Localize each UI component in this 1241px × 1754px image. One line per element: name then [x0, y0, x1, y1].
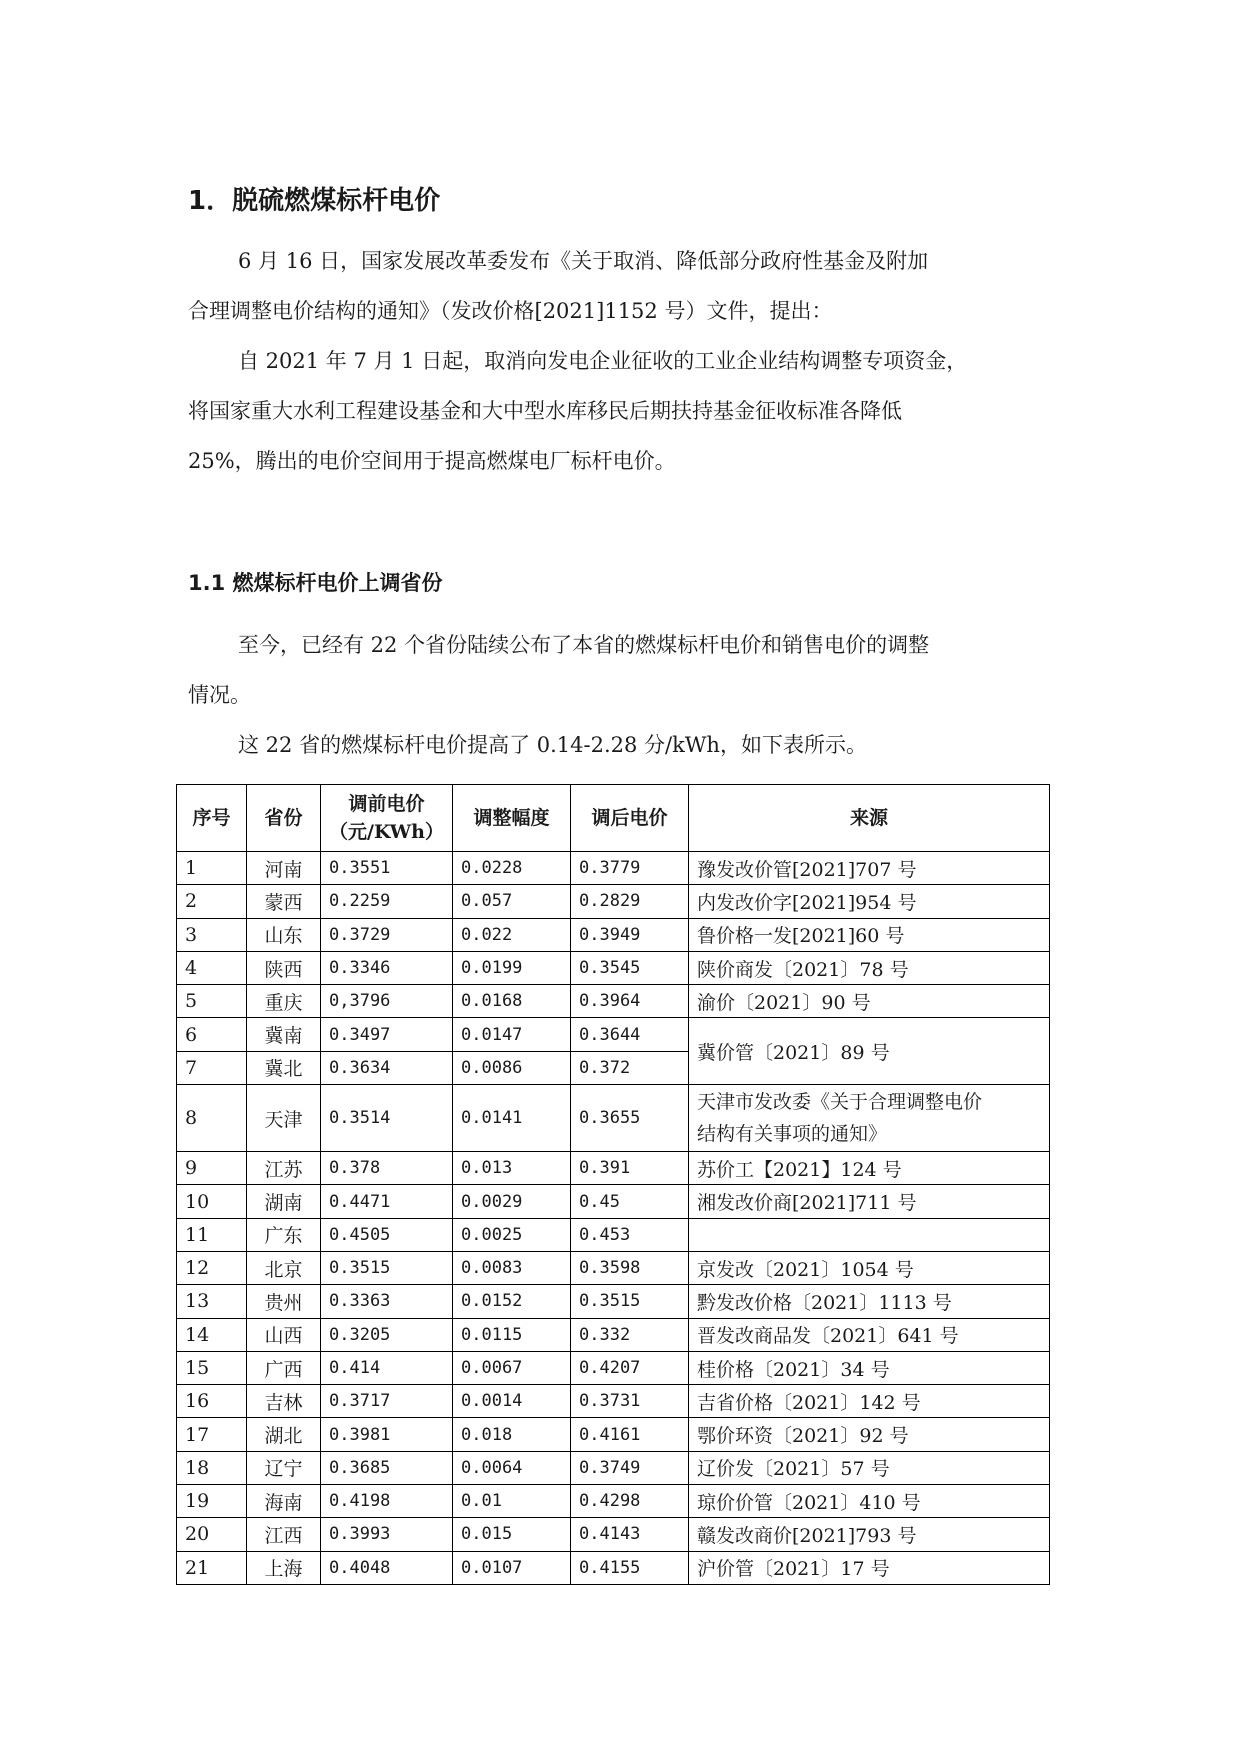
cell-province: 天津 [247, 1085, 321, 1152]
cell-source-merged: 冀价管〔2021〕89 号 [689, 1018, 1050, 1085]
cell-after: 0.3949 [571, 918, 689, 951]
cell-adjustment: 0.057 [453, 885, 571, 918]
cell-source: 鲁价格一发[2021]60 号 [689, 918, 1050, 951]
cell-province: 陕西 [247, 951, 321, 984]
cell-source: 内发改价字[2021]954 号 [689, 885, 1050, 918]
paragraph-line: 这 22 省的燃煤标杆电价提高了 0.14-2.28 分/kWh，如下表所示。 [238, 733, 867, 757]
cell-before: 0.3551 [321, 852, 453, 885]
header-before-price [321, 785, 453, 852]
cell-source: 豫发改价管[2021]707 号 [689, 852, 1050, 885]
header-province: 省份 [247, 785, 321, 852]
cell-after: 0.3964 [571, 985, 689, 1018]
cell-source: 沪价管〔2021〕17 号 [689, 1551, 1050, 1584]
table-row [177, 1351, 1050, 1384]
source-line: 天津市发改委《关于合理调整电价 [697, 1091, 983, 1114]
cell-adjustment: 0.0147 [453, 1018, 571, 1051]
cell-no: 8 [177, 1085, 247, 1152]
cell-no: 3 [177, 918, 247, 951]
cell-no: 4 [177, 951, 247, 984]
cell-after: 0.4298 [571, 1485, 689, 1518]
cell-adjustment: 0.0086 [453, 1051, 571, 1084]
paragraph-line: 合理调整电价结构的通知》（发改价格[2021]1152 号）文件，提出： [188, 299, 833, 323]
cell-before: 0.2259 [321, 885, 453, 918]
cell-before: 0.3634 [321, 1051, 453, 1084]
paragraph-line: 将国家重大水利工程建设基金和大中型水库移民后期扶持基金征收标准各降低 [188, 399, 902, 423]
cell-province: 江西 [247, 1518, 321, 1551]
cell-before: 0,3796 [321, 985, 453, 1018]
cell-adjustment: 0.0228 [453, 852, 571, 885]
cell-after: 0.45 [571, 1185, 689, 1218]
cell-after: 0.3644 [571, 1018, 689, 1051]
cell-after: 0.2829 [571, 885, 689, 918]
subsection-heading: 1.1 燃煤标杆电价上调省份 [188, 571, 443, 595]
cell-source: 苏价工【2021】124 号 [689, 1152, 1050, 1185]
cell-province: 湖北 [247, 1418, 321, 1451]
paragraph-table-intro [188, 720, 1058, 770]
cell-after: 0.4155 [571, 1551, 689, 1584]
source-line: 结构有关事项的通知》 [697, 1123, 888, 1146]
cell-after: 0.332 [571, 1318, 689, 1351]
cell-no: 15 [177, 1351, 247, 1384]
cell-before: 0.3346 [321, 951, 453, 984]
cell-before: 0.3515 [321, 1251, 453, 1284]
cell-after: 0.391 [571, 1152, 689, 1185]
table-row [177, 1185, 1050, 1218]
cell-no: 18 [177, 1451, 247, 1484]
cell-before: 0.3205 [321, 1318, 453, 1351]
cell-province: 重庆 [247, 985, 321, 1018]
cell-source: 陕价商发〔2021〕78 号 [689, 951, 1050, 984]
cell-before: 0.414 [321, 1351, 453, 1384]
cell-province: 冀北 [247, 1051, 321, 1084]
cell-source [689, 1085, 1050, 1152]
cell-adjustment: 0.0067 [453, 1351, 571, 1384]
cell-no: 20 [177, 1518, 247, 1551]
cell-adjustment: 0.0141 [453, 1085, 571, 1152]
cell-source: 黔发改价格〔2021〕1113 号 [689, 1285, 1050, 1318]
paragraph-line: 至今，已经有 22 个省份陆续公布了本省的燃煤标杆电价和销售电价的调整 [238, 633, 930, 657]
cell-adjustment: 0.018 [453, 1418, 571, 1451]
cell-no: 5 [177, 985, 247, 1018]
cell-before: 0.378 [321, 1152, 453, 1185]
table-row [177, 1152, 1050, 1185]
cell-source: 鄂价环资〔2021〕92 号 [689, 1418, 1050, 1451]
cell-adjustment: 0.0029 [453, 1185, 571, 1218]
cell-adjustment: 0.0115 [453, 1318, 571, 1351]
table-row [177, 985, 1050, 1018]
cell-province: 北京 [247, 1251, 321, 1284]
cell-after: 0.453 [571, 1218, 689, 1251]
table-row [177, 1318, 1050, 1351]
cell-after: 0.3545 [571, 951, 689, 984]
cell-adjustment: 0.022 [453, 918, 571, 951]
cell-no: 7 [177, 1051, 247, 1084]
paragraph-line: 25%，腾出的电价空间用于提高燃煤电厂标杆电价。 [188, 449, 676, 473]
cell-before: 0.4471 [321, 1185, 453, 1218]
cell-no: 14 [177, 1318, 247, 1351]
cell-province: 河南 [247, 852, 321, 885]
cell-source: 辽价发〔2021〕57 号 [689, 1451, 1050, 1484]
cell-province: 贵州 [247, 1285, 321, 1318]
table-header-row [177, 785, 1050, 852]
cell-after: 0.3655 [571, 1085, 689, 1152]
table-row [177, 1218, 1050, 1251]
cell-adjustment: 0.013 [453, 1152, 571, 1185]
cell-adjustment: 0.0064 [453, 1451, 571, 1484]
cell-before: 0.3363 [321, 1285, 453, 1318]
cell-province: 辽宁 [247, 1451, 321, 1484]
cell-province: 湖南 [247, 1185, 321, 1218]
cell-province: 冀南 [247, 1018, 321, 1051]
cell-adjustment: 0.0083 [453, 1251, 571, 1284]
table-row [177, 1251, 1050, 1284]
cell-after: 0.3515 [571, 1285, 689, 1318]
cell-source: 吉省价格〔2021〕142 号 [689, 1385, 1050, 1418]
cell-adjustment: 0.0025 [453, 1218, 571, 1251]
table-row [177, 1285, 1050, 1318]
cell-after: 0.4207 [571, 1351, 689, 1384]
table-row [177, 918, 1050, 951]
cell-province: 上海 [247, 1551, 321, 1584]
cell-adjustment: 0.015 [453, 1518, 571, 1551]
table-row [177, 1085, 1050, 1152]
paragraph-notice [188, 236, 1058, 336]
table-row [177, 1385, 1050, 1418]
cell-after: 0.4161 [571, 1418, 689, 1451]
paragraph-status [188, 620, 1058, 720]
cell-no: 19 [177, 1485, 247, 1518]
cell-no: 16 [177, 1385, 247, 1418]
cell-source: 桂价格〔2021〕34 号 [689, 1351, 1050, 1384]
table-row [177, 1451, 1050, 1484]
cell-before: 0.3497 [321, 1018, 453, 1051]
cell-source: 湘发改价商[2021]711 号 [689, 1185, 1050, 1218]
header-adjustment: 调整幅度 [453, 785, 571, 852]
paragraph-line: 自 2021 年 7 月 1 日起，取消向发电企业征收的工业企业结构调整专项资金， [238, 349, 968, 373]
table-row [177, 1485, 1050, 1518]
cell-after: 0.372 [571, 1051, 689, 1084]
cell-no: 12 [177, 1251, 247, 1284]
cell-before: 0.4505 [321, 1218, 453, 1251]
cell-no: 2 [177, 885, 247, 918]
cell-before: 0.3729 [321, 918, 453, 951]
paragraph-line: 情况。 [188, 683, 251, 707]
cell-source: 琼价价管〔2021〕410 号 [689, 1485, 1050, 1518]
cell-after: 0.3749 [571, 1451, 689, 1484]
section-heading: 1．脱硫燃煤标杆电价 [188, 186, 441, 216]
cell-adjustment: 0.0199 [453, 951, 571, 984]
header-no: 序号 [177, 785, 247, 852]
cell-before: 0.3717 [321, 1385, 453, 1418]
cell-after: 0.3779 [571, 852, 689, 885]
cell-after: 0.4143 [571, 1518, 689, 1551]
cell-no: 13 [177, 1285, 247, 1318]
cell-source [689, 1218, 1050, 1251]
cell-province: 蒙西 [247, 885, 321, 918]
paragraph-policy [188, 336, 1058, 486]
cell-province: 吉林 [247, 1385, 321, 1418]
cell-before: 0.3981 [321, 1418, 453, 1451]
table-row [177, 1518, 1050, 1551]
cell-before: 0.4198 [321, 1485, 453, 1518]
cell-after: 0.3731 [571, 1385, 689, 1418]
cell-before: 0.4048 [321, 1551, 453, 1584]
cell-no: 10 [177, 1185, 247, 1218]
cell-source: 渝价〔2021〕90 号 [689, 985, 1050, 1018]
cell-adjustment: 0.0107 [453, 1551, 571, 1584]
price-adjustment-table [176, 784, 1050, 1585]
header-after-price: 调后电价 [571, 785, 689, 852]
table-row [177, 1551, 1050, 1584]
cell-source: 晋发改商品发〔2021〕641 号 [689, 1318, 1050, 1351]
table-row [177, 1418, 1050, 1451]
cell-adjustment: 0.01 [453, 1485, 571, 1518]
cell-before: 0.3685 [321, 1451, 453, 1484]
paragraph-line: 6 月 16 日，国家发展改革委发布《关于取消、降低部分政府性基金及附加 [238, 249, 929, 273]
cell-no: 6 [177, 1018, 247, 1051]
table-row [177, 852, 1050, 885]
cell-province: 山东 [247, 918, 321, 951]
cell-no: 21 [177, 1551, 247, 1584]
cell-no: 17 [177, 1418, 247, 1451]
header-before-line1: 调前电价 [348, 793, 425, 815]
cell-province: 山西 [247, 1318, 321, 1351]
cell-province: 广西 [247, 1351, 321, 1384]
cell-province: 广东 [247, 1218, 321, 1251]
cell-source: 京发改〔2021〕1054 号 [689, 1251, 1050, 1284]
cell-adjustment: 0.0168 [453, 985, 571, 1018]
cell-no: 11 [177, 1218, 247, 1251]
table-row [177, 1018, 1050, 1051]
header-source: 来源 [689, 785, 1050, 852]
cell-adjustment: 0.0152 [453, 1285, 571, 1318]
cell-province: 江苏 [247, 1152, 321, 1185]
cell-before: 0.3993 [321, 1518, 453, 1551]
cell-before: 0.3514 [321, 1085, 453, 1152]
header-before-line2: （元/KWh） [329, 821, 444, 843]
table-row [177, 951, 1050, 984]
cell-adjustment: 0.0014 [453, 1385, 571, 1418]
cell-province: 海南 [247, 1485, 321, 1518]
cell-no: 9 [177, 1152, 247, 1185]
cell-source: 赣发改商价[2021]793 号 [689, 1518, 1050, 1551]
cell-after: 0.3598 [571, 1251, 689, 1284]
cell-no: 1 [177, 852, 247, 885]
table-row [177, 885, 1050, 918]
